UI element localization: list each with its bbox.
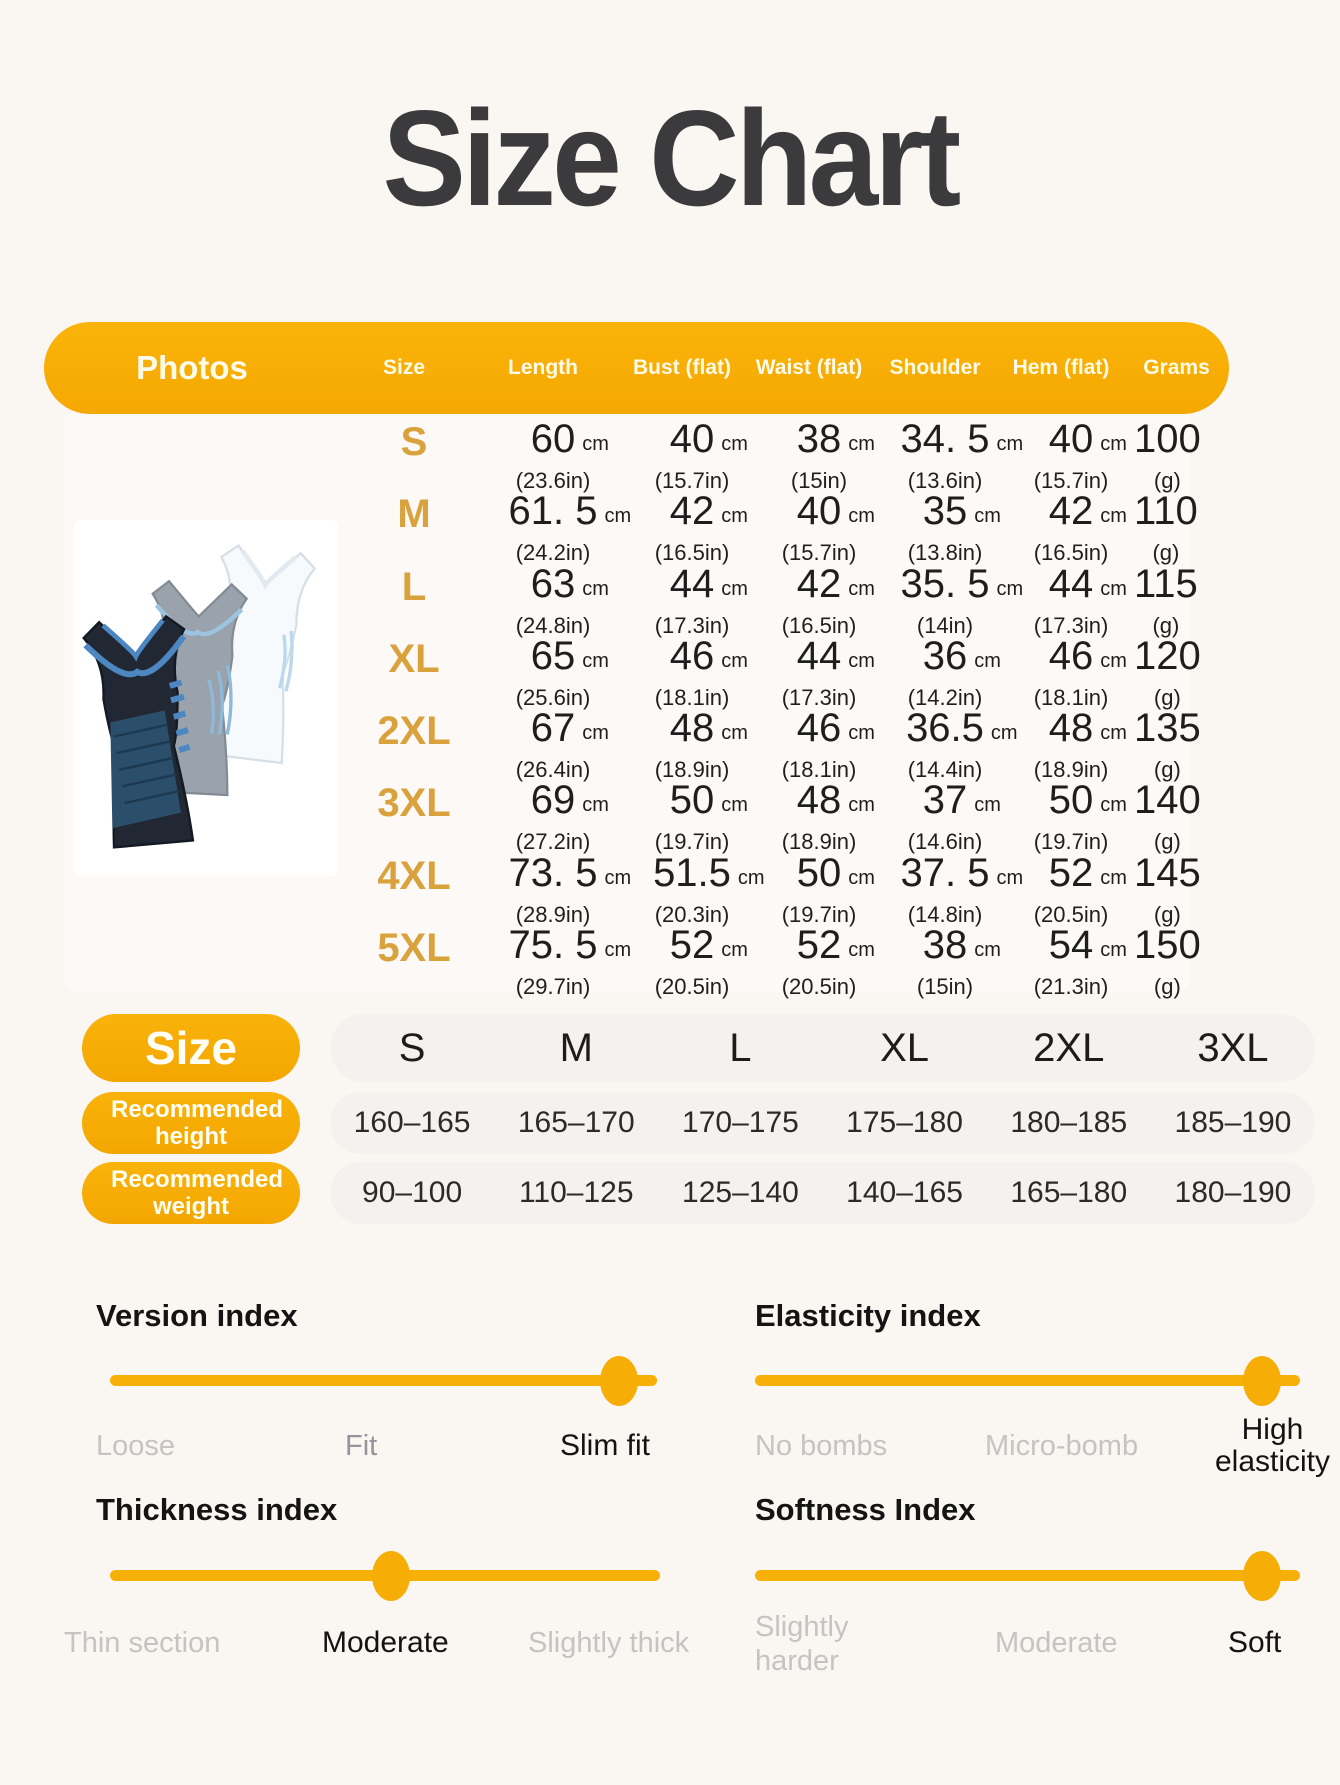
elasticity-index-title: Elasticity index <box>755 1298 981 1333</box>
weight-value-cell: 90–100 <box>362 1176 463 1209</box>
table-row <box>64 920 1201 999</box>
fit-size-label: Size <box>144 1022 238 1074</box>
cm-unit: cm <box>582 794 609 817</box>
length-cell <box>478 631 628 710</box>
cm-unit: cm <box>996 433 1024 455</box>
elasticity-index-slider <box>755 1375 1300 1386</box>
length-inches: (24.8in) <box>515 612 591 638</box>
length-inches: (24.2in) <box>515 540 591 566</box>
waist-value: 50 <box>796 850 842 895</box>
waist-cell <box>756 559 882 638</box>
length-inches: (26.4in) <box>515 757 591 782</box>
cm-unit: cm <box>990 722 1018 744</box>
cm-unit: cm <box>737 866 765 889</box>
length-value: 75. 5 <box>508 922 598 967</box>
cm-unit: cm <box>582 433 609 455</box>
size-cell: XL <box>388 636 440 681</box>
cm-unit: cm <box>1100 577 1127 600</box>
cm-unit: cm <box>974 794 1001 817</box>
header-photos: Photos <box>136 349 248 386</box>
grams-value: 140 <box>1134 778 1201 823</box>
weight-values-row <box>330 1162 1315 1224</box>
recommended-weight-label: Recommended weight <box>111 1166 284 1220</box>
cm-unit: cm <box>582 722 609 744</box>
fit-size-cell: 3XL <box>1197 1025 1269 1070</box>
shoulder-inches: (13.6in) <box>907 468 983 493</box>
hem-inches: (17.3in) <box>1033 612 1109 638</box>
waist-cell <box>756 631 882 710</box>
bust-value: 52 <box>669 922 715 967</box>
waist-inches: (16.5in) <box>781 612 857 638</box>
fit-size-cell: S <box>398 1025 426 1070</box>
thickness-index-slider <box>110 1570 660 1581</box>
shoulder-cell <box>882 920 1008 999</box>
size-table-header <box>44 322 1229 414</box>
cm-unit: cm <box>974 649 1001 672</box>
hem-inches: (21.3in) <box>1033 973 1109 999</box>
hem-value: 44 <box>1048 561 1094 606</box>
grams-cell <box>1134 631 1201 710</box>
length-inches: (28.9in) <box>515 901 591 927</box>
grams-value: 120 <box>1134 633 1201 678</box>
bust-inches: (20.3in) <box>654 901 730 927</box>
grams-unit: (g) <box>1152 540 1180 566</box>
length-inches: (27.2in) <box>515 829 591 855</box>
length-inches: (29.7in) <box>515 973 591 999</box>
hem-inches: (18.9in) <box>1033 757 1109 782</box>
slider-knob <box>600 1356 638 1406</box>
cm-unit: cm <box>721 649 748 672</box>
cm-unit: cm <box>848 722 875 744</box>
recommended-height-pill <box>82 1092 300 1154</box>
elasticity-label-no-bombs: No bombs <box>755 1430 888 1462</box>
height-values-row <box>330 1092 1315 1154</box>
shoulder-value: 35. 5 <box>900 561 990 606</box>
thickness-index-title: Thickness index <box>96 1492 338 1527</box>
cm-unit: cm <box>848 577 875 600</box>
cm-unit: cm <box>721 794 748 817</box>
hem-value: 50 <box>1048 778 1094 823</box>
length-cell <box>478 703 628 782</box>
grams-cell <box>1134 486 1198 565</box>
size-cell: 4XL <box>377 853 451 898</box>
elasticity-label-high-elasticity: High elasticity <box>1214 1413 1331 1478</box>
fit-size-cell: L <box>729 1025 752 1070</box>
size-table <box>64 414 1201 999</box>
elasticity-label-micro-bomb: Micro-bomb <box>985 1430 1139 1462</box>
hem-inches: (20.5in) <box>1033 901 1109 927</box>
size-cell: S <box>400 420 428 464</box>
waist-cell <box>756 775 882 854</box>
softness-label-moderate: Moderate <box>995 1627 1118 1659</box>
size-cell: 2XL <box>377 709 451 753</box>
cm-unit: cm <box>974 938 1001 961</box>
bust-cell <box>628 486 756 565</box>
bust-inches: (19.7in) <box>654 829 730 855</box>
waist-value: 46 <box>796 706 842 750</box>
softness-index-slider <box>755 1570 1300 1581</box>
cm-unit: cm <box>1100 505 1127 528</box>
weight-value-cell: 165–180 <box>1010 1176 1128 1209</box>
fit-size-cell: XL <box>880 1025 930 1070</box>
height-value-cell: 175–180 <box>846 1106 963 1139</box>
shoulder-value: 35 <box>922 489 968 534</box>
weight-value-cell: 180–190 <box>1174 1176 1292 1209</box>
header-size: Size <box>382 356 426 379</box>
slider-knob <box>1243 1551 1281 1601</box>
cm-unit: cm <box>848 866 875 889</box>
cm-unit: cm <box>721 577 748 600</box>
grams-unit: (g) <box>1153 973 1181 999</box>
grams-cell <box>1134 920 1201 999</box>
cm-unit: cm <box>721 722 748 744</box>
shoulder-cell <box>882 486 1008 565</box>
fit-size-cell: 2XL <box>1033 1025 1105 1070</box>
hem-inches: (18.1in) <box>1033 684 1109 710</box>
height-value-cell: 160–165 <box>353 1106 471 1139</box>
grams-unit: (g) <box>1153 468 1181 493</box>
shoulder-cell <box>882 848 1024 927</box>
weight-value-cell: 140–165 <box>846 1176 963 1209</box>
header-waist: Waist (flat) <box>755 356 863 379</box>
tank-top-illustration <box>74 520 338 876</box>
hem-value: 46 <box>1048 633 1094 678</box>
bust-cell <box>628 848 765 927</box>
header-hem: Hem (flat) <box>1012 356 1110 379</box>
grams-cell <box>1134 559 1198 638</box>
hem-value: 40 <box>1048 417 1094 461</box>
waist-cell <box>756 848 882 927</box>
cm-unit: cm <box>848 433 875 455</box>
cm-unit: cm <box>848 649 875 672</box>
weight-value-cell: 125–140 <box>682 1176 799 1209</box>
cm-unit: cm <box>721 938 748 961</box>
grams-cell <box>1134 703 1201 782</box>
waist-cell <box>756 414 882 493</box>
bust-cell <box>628 559 756 638</box>
cm-unit: cm <box>1100 794 1127 817</box>
hem-inches: (15.7in) <box>1033 468 1109 493</box>
length-cell <box>478 920 632 999</box>
waist-inches: (20.5in) <box>781 973 857 999</box>
waist-inches: (18.9in) <box>781 829 857 855</box>
grams-cell <box>1134 414 1201 493</box>
bust-inches: (15.7in) <box>654 468 730 493</box>
hem-value: 54 <box>1048 922 1094 967</box>
softness-label-slightly-harder: Slightly harder <box>755 1611 849 1677</box>
header-grams: Grams <box>1143 356 1210 379</box>
grams-unit: (g) <box>1153 829 1181 855</box>
size-cell: M <box>397 492 431 537</box>
hem-value: 52 <box>1048 850 1094 895</box>
hem-value: 48 <box>1048 706 1094 750</box>
waist-value: 38 <box>796 417 842 461</box>
hem-inches: (19.7in) <box>1033 829 1109 855</box>
shoulder-value: 37 <box>922 778 968 823</box>
cm-unit: cm <box>1100 938 1127 961</box>
shoulder-value: 36 <box>922 633 968 678</box>
height-value-cell: 165–170 <box>517 1106 635 1139</box>
bust-value: 46 <box>669 633 715 678</box>
grams-unit: (g) <box>1153 901 1181 927</box>
grams-value: 110 <box>1134 489 1198 534</box>
cm-unit: cm <box>1100 433 1127 455</box>
grams-unit: (g) <box>1153 684 1181 710</box>
waist-inches: (19.7in) <box>781 901 857 927</box>
product-photo <box>74 520 338 876</box>
shoulder-inches: (14in) <box>916 612 974 638</box>
weight-value-cell: 110–125 <box>518 1176 634 1209</box>
size-cell: L <box>401 564 427 609</box>
shoulder-cell <box>882 414 1024 493</box>
thickness-label-moderate: Moderate <box>322 1626 449 1659</box>
cm-unit: cm <box>974 505 1001 528</box>
version-label-loose: Loose <box>96 1430 176 1462</box>
hem-cell <box>1008 920 1134 999</box>
bust-inches: (17.3in) <box>654 612 730 638</box>
cm-unit: cm <box>996 866 1024 889</box>
shoulder-cell <box>882 703 1018 782</box>
shoulder-value: 34. 5 <box>900 417 990 461</box>
cm-unit: cm <box>721 433 748 455</box>
fit-sizes-row <box>330 1014 1315 1082</box>
length-value: 63 <box>530 561 576 606</box>
hem-cell <box>1008 703 1134 782</box>
version-index-slider <box>110 1375 657 1386</box>
cm-unit: cm <box>848 505 875 528</box>
fit-size-pill <box>82 1014 300 1082</box>
header-shoulder: Shoulder <box>889 356 981 379</box>
recommended-height-label: Recommended height <box>111 1096 284 1150</box>
grams-value: 135 <box>1134 706 1201 750</box>
bust-inches: (20.5in) <box>654 973 730 999</box>
version-label-fit: Fit <box>345 1430 378 1462</box>
bust-value: 44 <box>669 561 715 606</box>
bust-value: 42 <box>669 489 715 534</box>
shoulder-value: 37. 5 <box>900 850 990 895</box>
height-value-cell: 185–190 <box>1174 1106 1292 1139</box>
cm-unit: cm <box>582 649 609 672</box>
shoulder-value: 38 <box>922 922 968 967</box>
slider-knob <box>1243 1356 1281 1406</box>
shoulder-inches: (14.4in) <box>907 757 983 782</box>
cm-unit: cm <box>1100 649 1127 672</box>
hem-cell <box>1008 848 1134 927</box>
softness-index-title: Softness Index <box>755 1492 976 1527</box>
photo-spacer-cell <box>64 414 350 493</box>
hem-value: 42 <box>1048 489 1094 534</box>
grams-unit: (g) <box>1152 612 1180 638</box>
height-value-cell: 170–175 <box>682 1106 799 1139</box>
length-value: 69 <box>530 778 576 823</box>
waist-value: 44 <box>796 633 842 678</box>
size-cell: 5XL <box>377 925 451 970</box>
shoulder-cell <box>882 775 1008 854</box>
waist-cell <box>756 703 882 782</box>
bust-cell <box>628 703 756 782</box>
shoulder-inches: (14.8in) <box>907 901 983 927</box>
grams-unit: (g) <box>1153 757 1181 782</box>
bust-value: 40 <box>669 417 715 461</box>
shoulder-inches: (14.2in) <box>907 684 983 710</box>
cm-unit: cm <box>1100 866 1127 889</box>
length-cell <box>478 848 632 927</box>
cm-unit: cm <box>582 577 609 600</box>
waist-inches: (18.1in) <box>781 757 857 782</box>
grams-cell <box>1134 775 1201 854</box>
cm-unit: cm <box>604 505 632 528</box>
waist-inches: (15in) <box>790 468 848 493</box>
waist-value: 52 <box>796 922 842 967</box>
length-cell <box>478 486 632 566</box>
shoulder-cell <box>882 559 1024 638</box>
bust-inches: (18.9in) <box>654 757 730 782</box>
bust-cell <box>628 775 756 854</box>
header-length: Length <box>508 356 578 379</box>
waist-inches: (15.7in) <box>781 540 857 566</box>
grams-value: 100 <box>1134 417 1201 461</box>
cm-unit: cm <box>604 866 632 889</box>
length-value: 60 <box>530 417 576 461</box>
length-value: 61. 5 <box>508 489 598 534</box>
waist-value: 48 <box>796 778 842 823</box>
cm-unit: cm <box>604 938 632 961</box>
slider-knob <box>372 1551 410 1601</box>
length-cell <box>478 559 628 638</box>
waist-cell <box>756 486 882 565</box>
shoulder-value: 36.5 <box>906 706 984 750</box>
grams-value: 145 <box>1134 850 1201 895</box>
height-value-cell: 180–185 <box>1010 1106 1128 1139</box>
hem-inches: (16.5in) <box>1033 540 1109 566</box>
softness-label-soft: Soft <box>1228 1626 1282 1659</box>
grams-value: 150 <box>1134 922 1201 967</box>
table-row <box>64 414 1201 493</box>
shoulder-inches: (14.6in) <box>907 829 983 855</box>
shoulder-inches: (13.8in) <box>907 540 983 566</box>
length-inches: (25.6in) <box>515 684 591 710</box>
page-title: Size Chart <box>382 82 958 234</box>
length-value: 65 <box>530 633 576 678</box>
shoulder-inches: (15in) <box>916 973 974 999</box>
hem-cell <box>1008 775 1134 854</box>
length-cell <box>478 414 628 493</box>
version-label-slim-fit: Slim fit <box>560 1429 650 1462</box>
cm-unit: cm <box>1100 722 1127 744</box>
header-bust: Bust (flat) <box>633 356 731 379</box>
length-value: 67 <box>530 706 576 750</box>
length-value: 73. 5 <box>508 850 598 895</box>
bust-cell <box>628 631 756 710</box>
shoulder-cell <box>882 631 1008 710</box>
cm-unit: cm <box>721 505 748 528</box>
hem-cell <box>1008 486 1134 565</box>
grams-value: 115 <box>1134 561 1198 606</box>
photo-spacer-cell <box>64 920 350 999</box>
bust-inches: (16.5in) <box>654 540 730 566</box>
size-cell: 3XL <box>377 781 451 826</box>
version-index-title: Version index <box>96 1298 298 1333</box>
bust-cell <box>628 920 756 999</box>
waist-value: 42 <box>796 561 842 606</box>
cm-unit: cm <box>848 938 875 961</box>
bust-inches: (18.1in) <box>654 684 730 710</box>
thickness-label-thin-section: Thin section <box>64 1627 221 1659</box>
bust-value: 51.5 <box>653 850 731 895</box>
cm-unit: cm <box>848 794 875 817</box>
length-inches: (23.6in) <box>515 468 591 493</box>
grams-cell <box>1134 848 1201 927</box>
hem-cell <box>1008 559 1134 638</box>
thickness-label-slightly-thick: Slightly thick <box>528 1627 690 1659</box>
bust-value: 48 <box>669 706 715 750</box>
recommended-weight-pill <box>82 1162 300 1224</box>
waist-inches: (17.3in) <box>781 684 857 710</box>
cm-unit: cm <box>996 577 1024 600</box>
waist-value: 40 <box>796 489 842 534</box>
hem-cell <box>1008 414 1134 493</box>
fit-size-cell: M <box>559 1025 593 1070</box>
hem-cell <box>1008 631 1134 710</box>
waist-cell <box>756 920 882 999</box>
bust-cell <box>628 414 756 493</box>
bust-value: 50 <box>669 778 715 823</box>
length-cell <box>478 775 628 854</box>
